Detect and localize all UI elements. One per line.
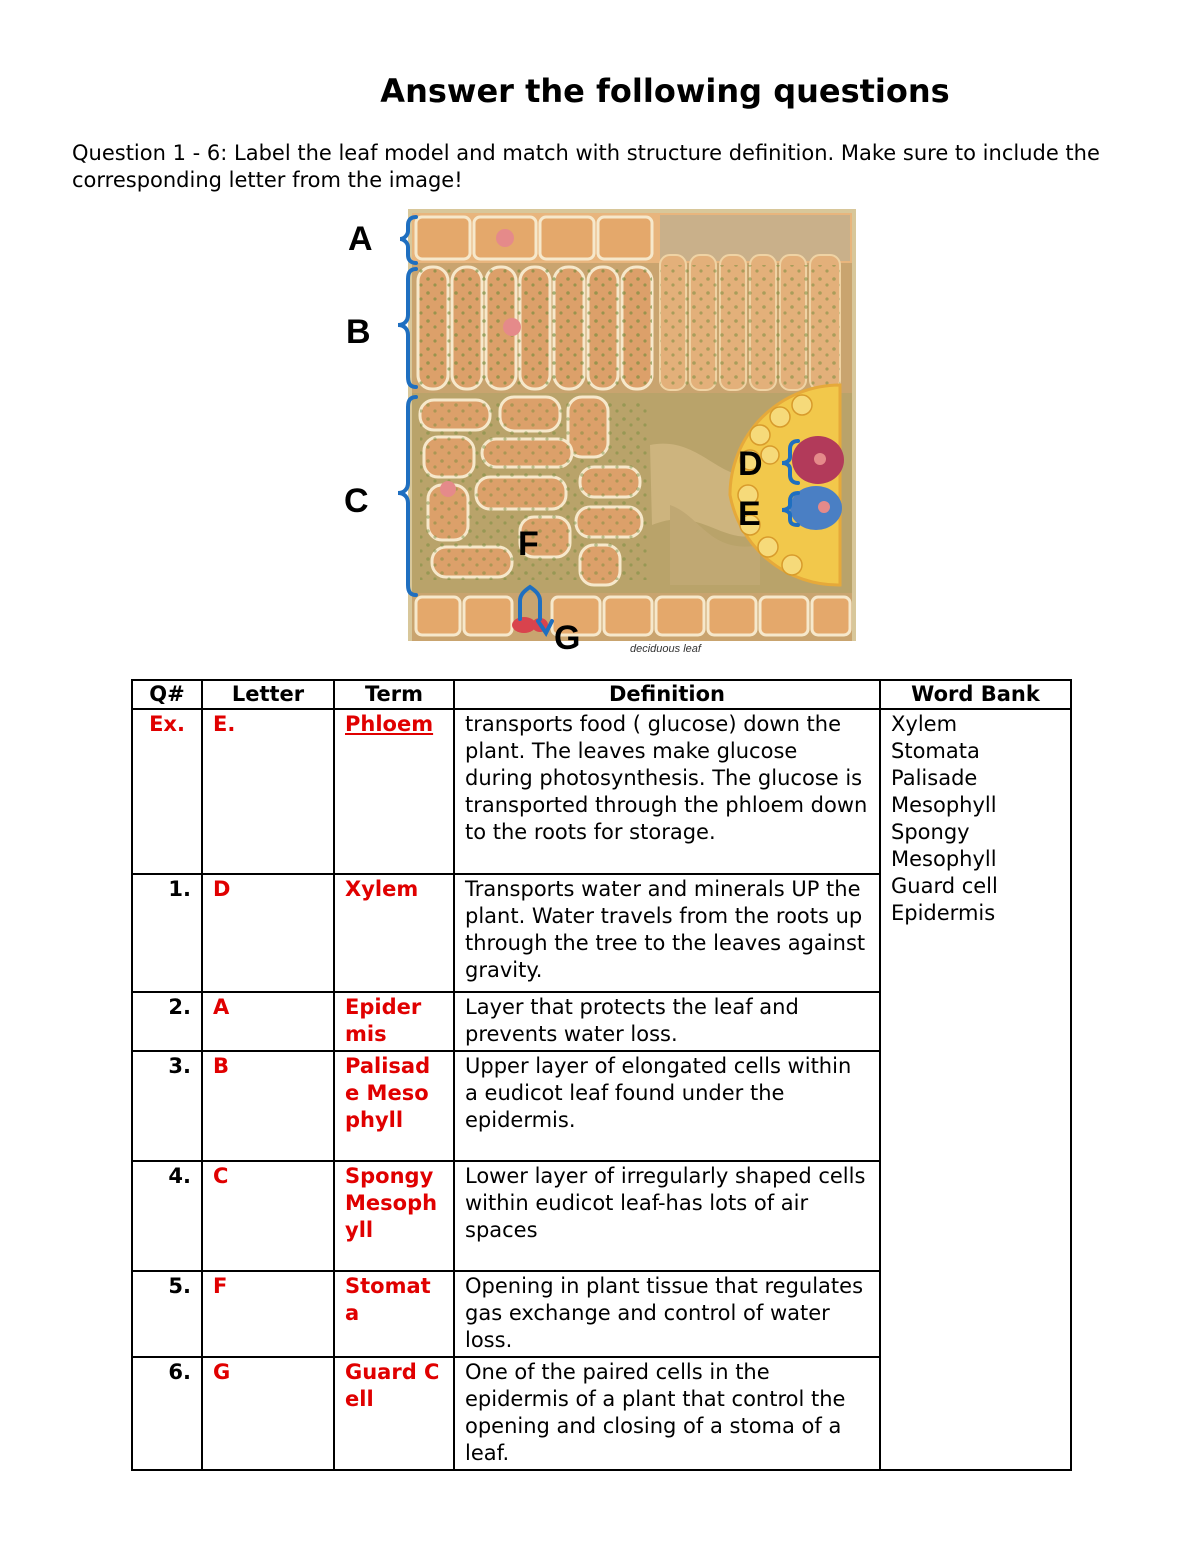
row-letter: F [202, 1271, 334, 1357]
word-bank-item: Epidermis [891, 901, 996, 925]
palisade-layer [412, 255, 852, 393]
word-bank-item: Mesophyll [891, 793, 997, 817]
figure-label-e: E [738, 495, 761, 533]
figure-label-a: A [348, 220, 373, 258]
word-bank-item: Palisade [891, 766, 978, 790]
row-letter: D [202, 874, 334, 992]
table-row [132, 709, 1071, 874]
row-letter: G [202, 1357, 334, 1470]
figure-label-f: F [518, 525, 539, 563]
word-bank-item: Mesophyll [891, 847, 997, 871]
row-letter: B [202, 1051, 334, 1161]
figure-label-b: B [346, 313, 371, 351]
figure-label-d: D [738, 445, 763, 483]
row-term: Xylem [334, 874, 454, 992]
page-title: Answer the following questions [380, 72, 950, 110]
leaf-model-figure [340, 205, 860, 655]
row-definition: One of the paired cells in the epidermis of a plant that control the opening and closing of a stoma of a leaf. [454, 1357, 880, 1470]
row-term: Spongy Mesophyll [334, 1161, 454, 1271]
header-q: Q# [132, 680, 202, 709]
row-term-text: Phloem [345, 712, 434, 736]
row-q: 4. [132, 1161, 202, 1271]
header-term: Term [334, 680, 454, 709]
instructions: Question 1 - 6: Label the leaf model and match with structure definition. Make sure to include the corresponding letter from the image! [72, 141, 1100, 192]
header-word-bank: Word Bank [880, 680, 1071, 709]
header-definition: Definition [454, 680, 880, 709]
figure-label-g: G [554, 619, 581, 655]
header-letter: Letter [202, 680, 334, 709]
row-definition: Opening in plant tissue that regulates gas exchange and control of water loss. [454, 1271, 880, 1357]
row-definition: Lower layer of irregularly shaped cells within eudicot leaf-has lots of air spaces [454, 1161, 880, 1271]
row-letter: C [202, 1161, 334, 1271]
row-q: 3. [132, 1051, 202, 1161]
row-q: 6. [132, 1357, 202, 1470]
row-definition: transports food ( glucose) down the plant. The leaves make glucose during photosynthesis. The glucose is transported through the phloem down to the roots for storage. [454, 709, 880, 874]
word-bank-item: Stomata [891, 739, 980, 763]
row-q: 5. [132, 1271, 202, 1357]
row-q: Ex. [132, 709, 202, 874]
row-term: Epidermis [334, 992, 454, 1051]
row-letter: A [202, 992, 334, 1051]
word-bank [880, 709, 1071, 1470]
row-term: Palisade Mesophyll [334, 1051, 454, 1161]
row-definition: Layer that protects the leaf and prevents water loss. [454, 992, 880, 1051]
row-q: 2. [132, 992, 202, 1051]
row-q: 1. [132, 874, 202, 992]
answer-table [131, 679, 1072, 1471]
row-letter: E. [202, 709, 334, 874]
row-term: Stomata [334, 1271, 454, 1357]
row-definition: Transports water and minerals UP the plant. Water travels from the roots up through the tree to the leaves against gravity. [454, 874, 880, 992]
word-bank-item: Xylem [891, 712, 958, 736]
model-caption: deciduous leaf [630, 643, 701, 655]
word-bank-item: Guard cell [891, 874, 998, 898]
row-term [334, 709, 454, 874]
row-definition: Upper layer of elongated cells within a eudicot leaf found under the epidermis. [454, 1051, 880, 1161]
table-header-row [132, 680, 1071, 709]
figure-label-c: C [344, 482, 369, 520]
lower-epidermis [412, 593, 852, 641]
row-term: Guard Cell [334, 1357, 454, 1470]
word-bank-item: Spongy [891, 820, 970, 844]
